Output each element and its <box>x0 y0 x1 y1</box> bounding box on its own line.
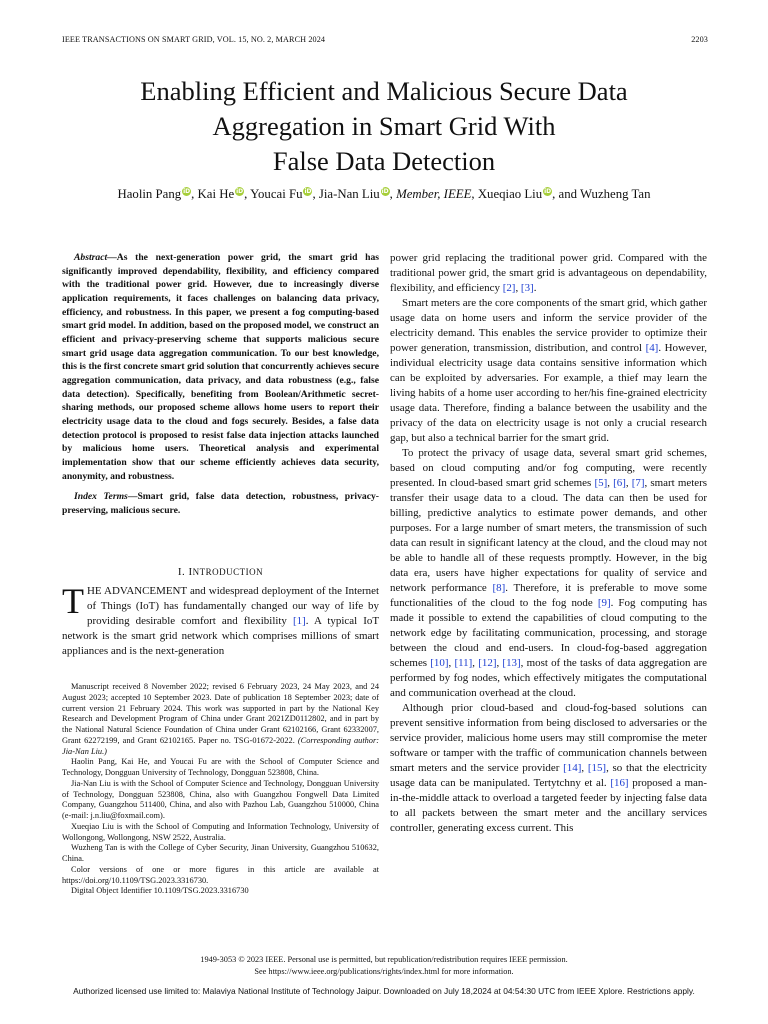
author-name: Haolin Pang <box>117 187 182 201</box>
footnote: Wuzheng Tan is with the College of Cyber Security, Jinan University, Guangzhou 510632, China. <box>62 843 379 863</box>
title-line-1: Enabling Efficient and Malicious Secure Data <box>140 76 628 106</box>
body-paragraph: To protect the privacy of usage data, several smart grid schemes, based on cloud computing and/or fog computing, were recently presented. In cloud-based smart grid schemes [5], [6], [7], smart meters transfer their usage data to a cloud. The data can then be used for billing, predictive analytics to estimate power demands, and other purposes. For a large number of smart meters, the transmission of such data can result in significant latency at the cloud, and the cloud may not be able to handle all of these requests promptly. However, in the big data era, users have higher expectations for quality of service and network performance [8]. Therefore, it is preferable to move some functionalities of the cloud to the fog node [9]. Fog computing has made it possible to extend the capabilities of cloud computing to the network edge by facilitating communication, processing, and storage between the cloud and end-users. In cloud-fog-based aggregation schemes [10], [11], [12], [13], most of the tasks of data aggregation are performed by fog nodes, which effectively mitigates the computational and communication overhead at the cloud. <box>390 447 708 699</box>
right-column <box>390 251 707 836</box>
footnote: Jia-Nan Liu is with the School of Computer Science and Technology, Dongguan University of Technology, Dongguan 523808, China, also with Guangzhou Fongwell Data Limited Company, Guangzhou 511400, China, and also with Pazhou Lab, Guangzhou 510000, China (e-mail: j.n.liu@foxmail.com). <box>62 778 379 820</box>
index-terms-label: Index Terms <box>74 491 128 503</box>
citation-link[interactable]: [9] <box>597 597 611 609</box>
copyright-line: 1949-3053 © 2023 IEEE. Personal use is permitted, but republication/redistribution requires IEEE permission. <box>200 955 568 964</box>
body-paragraph: Smart meters are the core components of the smart grid, which gather usage data on home users and inform the service provider of the electricity demand. This enables the service provider to optimize their power generation, transmission, distribution, and control [4]. However, individual electricity usage data contains sensitive information which can be exploited by adversaries. For example, a thief may learn the living habits of a home user according to her/his fine-grained electricity usage data. Therefore, finding a balance between the usability and the privacy of the data on electricity usage is not only a crucial research gap, but also a technical barrier for the smart grid. <box>390 297 708 444</box>
orcid-icon[interactable]: iD <box>183 188 191 195</box>
footnote: Xueqiao Liu is with the School of Computing and Information Technology, University of Wollongong, Wollongong, NSW 2522, Australia. <box>62 821 379 842</box>
citation-link[interactable]: [14] <box>563 762 582 774</box>
body-paragraph: Although prior cloud-based and cloud-fog-based solutions can prevent sensitive information from being disclosed to adversaries or the service provider, malicious home users may still compromise the meter software or tamper with the traffic of communication channels between smart meters and the service provider [14], [15], so that the electricity usage data can be manipulated. Tertytchny et al. [16] proposed a man-in-the-middle attack to overload a targeted feeder by injecting false data to all packets between the smart meter and the ancillary services controller, generating excess current. This <box>390 702 707 834</box>
orcid-icon[interactable]: iD <box>236 188 244 195</box>
citation-link[interactable]: [4] <box>645 342 659 354</box>
intro-lead: HE ADVANCEMENT <box>87 585 187 597</box>
page-number: 2203 <box>691 35 708 44</box>
section-heading <box>62 566 379 578</box>
abstract-label: Abstract <box>74 252 108 263</box>
intro-paragraph <box>62 581 380 659</box>
drop-cap: T <box>62 581 84 621</box>
author-name: Kai He <box>197 187 235 201</box>
footnotes <box>62 682 379 897</box>
abstract-text: —As the next-generation power grid, the smart grid has significantly improved dependability, flexibility, and efficiency compared with the traditional power grid. However, due to increasingly diverse application requirements, it faces challenges on balancing data privacy, efficiency, and robustness. In this paper, we present a fog computing-based smart grid model. In addition, based on the proposed model, we construct an efficient and privacy-preserving scheme that supports malicious secure smart grid usage data aggregation communication. To our best knowledge, this is the first concrete smart grid solution that concurrently achieves secure aggregation communication, data privacy, and data robustness (e.g., false data detection). Specifically, benefiting from Boolean/Arithmetic secret-sharing methods, our proposed scheme allows home users to report their electricity usage data to the cloud and fogs securely. Besides, a false data detection protocol is proposed to resist false data injection attacks launched by malicious home users. Theoretical analysis and experimental implementation show that our scheme efficiently achieves data security, anonymity, and robustness. <box>62 252 379 482</box>
section-title-initial: I <box>188 566 193 578</box>
citation-link[interactable]: [16] <box>610 777 629 789</box>
author-list: Haolin Pang iD, Kai He iD, Youcai Fu iD, Jia-Nan Liu iD, Member, IEEE, Xueqiao Liu iD, and Wuzheng Tan <box>117 187 651 201</box>
author-name: and Wuzheng Tan <box>558 187 651 201</box>
title-line-2: Aggregation in Smart Grid With <box>212 111 556 141</box>
citation-link[interactable]: [12] <box>478 657 497 669</box>
author-name: Jia-Nan Liu <box>318 187 380 201</box>
citation-link[interactable]: [5] <box>594 477 608 489</box>
corresponding-author: (Corresponding author: Jia-Nan Liu.) <box>62 735 380 756</box>
index-terms <box>62 490 379 517</box>
citation-link[interactable]: [10] <box>430 657 449 669</box>
title-line-3: False Data Detection <box>272 146 496 176</box>
index-terms-text: —Smart grid, false data detection, robustness, privacy-preserving, malicious secure. <box>62 491 379 516</box>
license-notice: Authorized licensed use limited to: Malaviya National Institute of Technology Jaipur. Downloaded on July 18,2024 at 04:54:30 UTC from IEEE Xplore. Restrictions apply. <box>73 986 695 996</box>
orcid-icon[interactable]: iD <box>381 188 389 195</box>
section-title-rest: NTRODUCTION <box>192 567 264 577</box>
intro-text: . A typical IoT network is the smart grid network which comprises millions of smart appliances and is the next-generation <box>62 615 380 657</box>
citation-link[interactable]: [6] <box>613 477 626 489</box>
rights-link-line: See https://www.ieee.org/publications/rights/index.html for more information. <box>254 967 514 976</box>
left-column <box>62 251 379 517</box>
citation-link[interactable]: [8] <box>492 582 506 594</box>
running-header <box>62 35 708 49</box>
paper-title <box>70 74 698 179</box>
intro-text: and widespread deployment of the Internet of Things (IoT) has fundamentally changed our way of life by providing desirable comfort and flexibility <box>87 585 379 627</box>
footnote: Manuscript received 8 November 2022; revised 6 February 2023, 24 May 2023, and 24 August 2023; accepted 10 September 2023. Date of publication 18 September 2023; date of current version 21 February 2024. This work was supported in part by the National Key Research and Development Program of China under Grant 2021ZD0112802, and in part by the National Natural Science Foundation of China under Grant 62102166, Grant 62332007, Grant 62272199, and Grant 62102165. Paper no. TSG-01672-2022. (Corresponding author: Jia-Nan Liu.) <box>62 682 380 756</box>
footnote: Color versions of one or more figures in this article are available at https://doi.org/10.1109/TSG.2023.3316730. <box>62 864 379 885</box>
author-name: Xueqiao Liu <box>477 187 543 201</box>
journal-name: IEEE TRANSACTIONS ON SMART GRID, VOL. 15, NO. 2, MARCH 2024 <box>62 35 326 44</box>
citation-link[interactable]: [15] <box>587 762 607 774</box>
footnote: Haolin Pang, Kai He, and Youcai Fu are with the School of Computer Science and Technology, Dongguan University of Technology, Dongguan 523808, China. <box>62 757 379 777</box>
author-name: Youcai Fu <box>250 187 303 201</box>
section-number: I. <box>177 566 186 578</box>
orcid-icon[interactable]: iD <box>304 188 312 195</box>
citation-link[interactable]: [11] <box>454 657 473 669</box>
copyright-footer <box>0 954 768 978</box>
citation-link[interactable]: [13] <box>502 657 521 669</box>
doi-line: Digital Object Identifier 10.1109/TSG.2023.3316730 <box>71 886 249 896</box>
body-paragraph: power grid replacing the traditional power grid. Compared with the traditional power grid, the smart grid is advantageous on dependability, flexibility, and efficiency [2], [3]. <box>390 252 707 294</box>
citation-link[interactable]: [3] <box>520 282 534 294</box>
citation-link[interactable]: [1] <box>293 615 306 627</box>
abstract <box>62 251 379 483</box>
citation-link[interactable]: [7] <box>631 477 645 489</box>
orcid-icon[interactable]: iD <box>544 188 552 195</box>
author-membership: Member, IEEE <box>396 187 472 201</box>
citation-link[interactable]: [2] <box>502 282 516 294</box>
